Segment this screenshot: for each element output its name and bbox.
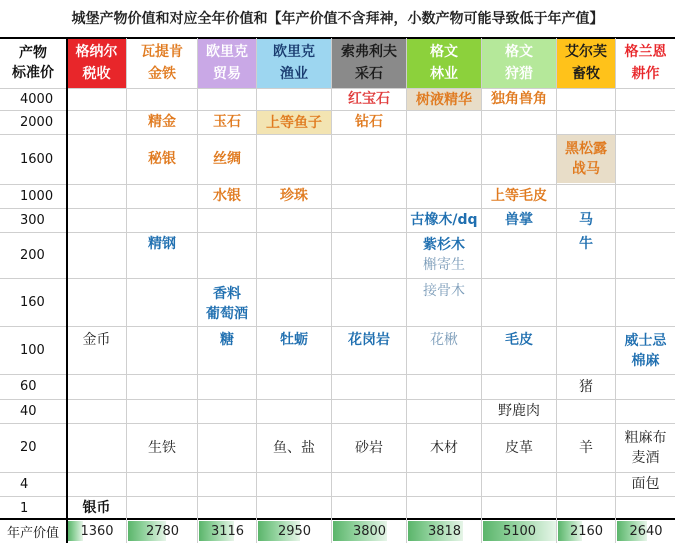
- grid-line: [0, 232, 675, 233]
- total-value: 1360: [80, 523, 114, 539]
- grid-line: [0, 184, 675, 185]
- row-label-40: 40: [20, 403, 37, 419]
- grid-line: [0, 472, 675, 473]
- row-label-1000: 1000: [20, 188, 54, 204]
- cell-line-whisky: 威士忌: [624, 333, 667, 349]
- corner-header-line1: 产物: [19, 45, 47, 61]
- col-header-title: 格纳尔: [75, 44, 118, 60]
- cell-pearl[interactable]: 珍珠: [280, 188, 308, 204]
- cell-ancient-oak[interactable]: 古橡木/dq: [410, 212, 478, 228]
- grid-line: [0, 399, 675, 400]
- col-header-7[interactable]: [557, 38, 615, 88]
- row-label-20: 20: [20, 440, 37, 455]
- cell-leather[interactable]: 皮革: [505, 439, 533, 456]
- cell-pig[interactable]: 猪: [579, 378, 593, 395]
- total-bar-4[interactable]: [333, 521, 406, 541]
- grid-line: [406, 38, 407, 543]
- grid-line: [0, 374, 675, 375]
- cell-silk[interactable]: 丝绸: [213, 151, 241, 167]
- cell-mithril[interactable]: 秘银: [148, 151, 176, 167]
- cell-granite[interactable]: 花岗岩: [348, 332, 390, 348]
- col-header-subtitle: 贸易: [213, 66, 241, 82]
- grid-line: [0, 88, 675, 89]
- cell-line-wine: 葡萄酒: [206, 306, 248, 322]
- total-bar-0[interactable]: [68, 521, 126, 541]
- cell-unicorn-horn[interactable]: 独角兽角: [491, 91, 547, 107]
- col-header-2[interactable]: [198, 38, 256, 88]
- total-bar-6[interactable]: [483, 521, 556, 541]
- total-value: 2640: [629, 523, 663, 539]
- cell-ruby[interactable]: 红宝石: [348, 91, 390, 107]
- grid-line: [556, 38, 557, 543]
- cell-rowan[interactable]: 花楸: [430, 332, 458, 348]
- total-value: 2950: [277, 523, 312, 539]
- row-label-200: 200: [20, 247, 45, 263]
- col-header-subtitle: 狩猎: [505, 66, 533, 82]
- grid-line: [126, 38, 127, 543]
- total-value: 2780: [145, 523, 180, 539]
- total-value: 3818: [427, 523, 462, 539]
- grid-line: [0, 110, 675, 111]
- grid-line: [256, 38, 257, 543]
- row-label-300: 300: [20, 212, 45, 228]
- total-bar-8[interactable]: [617, 521, 675, 541]
- cell-steel[interactable]: 精钢: [148, 236, 176, 252]
- cell-sandstone[interactable]: 砂岩: [355, 439, 383, 456]
- col-header-subtitle: 金铁: [148, 66, 176, 82]
- grid-line: [0, 278, 675, 279]
- total-bar-3[interactable]: [258, 521, 331, 541]
- grid-line: [0, 423, 675, 424]
- cell-diamond[interactable]: 钻石: [355, 114, 383, 130]
- grid-line: [0, 518, 675, 520]
- col-header-subtitle: 税收: [82, 66, 111, 82]
- cell-silver-coin[interactable]: 银币: [82, 500, 111, 516]
- grid-line: [66, 38, 68, 543]
- total-bar-1[interactable]: [128, 521, 197, 541]
- col-header-1[interactable]: [127, 38, 197, 88]
- cell-oyster[interactable]: 牡蛎: [280, 332, 308, 348]
- cell-line-truffle: 黑松露: [565, 141, 607, 157]
- cell-line-spice: 香料: [213, 286, 241, 302]
- total-bar-5[interactable]: [408, 521, 481, 541]
- cell-pig-iron[interactable]: 生铁: [148, 439, 176, 456]
- col-header-subtitle: 畜牧: [572, 66, 600, 82]
- cell-elder[interactable]: 接骨木: [423, 283, 465, 299]
- row-label-4000: 4000: [20, 91, 54, 107]
- cell-line-ale: 麦酒: [631, 449, 660, 466]
- grid-line: [0, 37, 675, 39]
- row-label-1: 1: [20, 500, 29, 516]
- cell-yew-mistletoe[interactable]: [407, 232, 481, 278]
- row-label-60: 60: [20, 379, 37, 394]
- cell-line-warhorse: 战马: [572, 161, 600, 177]
- cell-line-mistletoe: 槲寄生: [423, 257, 465, 273]
- cell-sheep[interactable]: 羊: [579, 439, 593, 456]
- col-header-8[interactable]: [616, 38, 675, 88]
- cell-jade[interactable]: 玉石: [213, 114, 241, 130]
- col-header-4[interactable]: [332, 38, 406, 88]
- cell-sugar[interactable]: 糖: [220, 332, 234, 348]
- col-header-subtitle: 林业: [430, 66, 458, 82]
- grid-line: [0, 134, 675, 135]
- col-header-title: 艾尔芙: [565, 44, 607, 60]
- cell-cattle[interactable]: 牛: [579, 236, 593, 252]
- total-value: 5100: [502, 523, 537, 539]
- cell-fine-caviar[interactable]: 上等鱼子: [257, 111, 331, 134]
- col-header-title: 欧里克: [273, 44, 315, 60]
- cell-timber[interactable]: 木材: [430, 439, 458, 456]
- cell-line-yew: 紫杉木: [423, 237, 465, 253]
- cell-sap-essence[interactable]: 树液精华: [407, 89, 481, 110]
- row-label-160: 160: [20, 294, 45, 310]
- col-header-subtitle: 采石: [355, 66, 383, 82]
- grid-line: [0, 326, 675, 327]
- cell-mercury[interactable]: 水银: [213, 188, 241, 204]
- col-header-title: 格文: [505, 44, 533, 60]
- col-header-3[interactable]: [257, 38, 331, 88]
- cell-horse[interactable]: 马: [579, 212, 593, 228]
- corner-header-line2: 标准价: [12, 65, 54, 81]
- grid-line: [0, 496, 675, 497]
- cell-line-linen: 棉麻: [631, 353, 660, 369]
- grid-line: [615, 38, 616, 543]
- cell-adamant[interactable]: 精金: [148, 114, 176, 130]
- col-header-6[interactable]: [482, 38, 556, 88]
- row-label-100: 100: [20, 342, 45, 358]
- col-header-title: 格文: [430, 44, 458, 60]
- col-header-title: 欧里克: [206, 44, 248, 60]
- col-header-title: 索弗利夫: [341, 44, 397, 60]
- cell-line-linen-cloth: 粗麻布: [624, 429, 667, 446]
- page-title: 城堡产物价值和对应全年价值和【年产价值不含拜神，小数产物可能导致低于年产值】: [71, 11, 604, 27]
- cell-fish-salt[interactable]: 鱼、盐: [273, 439, 315, 456]
- col-header-subtitle: 渔业: [280, 66, 308, 82]
- cell-bread[interactable]: 面包: [631, 476, 660, 492]
- cell-fur[interactable]: 毛皮: [505, 332, 533, 348]
- total-value: 2160: [569, 523, 604, 539]
- total-value: 3800: [352, 523, 387, 539]
- col-header-5[interactable]: [407, 38, 481, 88]
- col-header-title: 瓦提肯: [141, 44, 183, 60]
- grid-line: [331, 38, 332, 543]
- total-row-label: 年产价值: [6, 526, 59, 541]
- grid-line: [197, 38, 198, 543]
- cell-whisky-linen[interactable]: [616, 330, 675, 372]
- cell-spice-wine[interactable]: [198, 284, 256, 324]
- cell-beast-paw[interactable]: 兽掌: [505, 212, 533, 228]
- cell-fine-fur[interactable]: 上等毛皮: [491, 188, 547, 204]
- total-value: 3116: [210, 523, 245, 539]
- row-label-4: 4: [20, 476, 29, 492]
- cell-truffle-warhorse[interactable]: [557, 135, 615, 183]
- grid-line: [481, 38, 482, 543]
- col-header-title: 格兰恩: [624, 44, 667, 60]
- grid-line: [0, 208, 675, 209]
- cell-gold-coin[interactable]: 金币: [82, 332, 111, 348]
- cell-venison[interactable]: 野鹿肉: [498, 403, 540, 419]
- row-label-2000: 2000: [20, 114, 54, 130]
- total-bar-2[interactable]: [199, 521, 256, 541]
- total-bar-7[interactable]: [558, 521, 615, 541]
- col-header-subtitle: 耕作: [631, 66, 660, 82]
- corner-header: [0, 38, 66, 88]
- row-label-1600: 1600: [20, 151, 54, 167]
- cell-linen-ale[interactable]: [616, 423, 675, 472]
- col-header-0[interactable]: [67, 38, 126, 88]
